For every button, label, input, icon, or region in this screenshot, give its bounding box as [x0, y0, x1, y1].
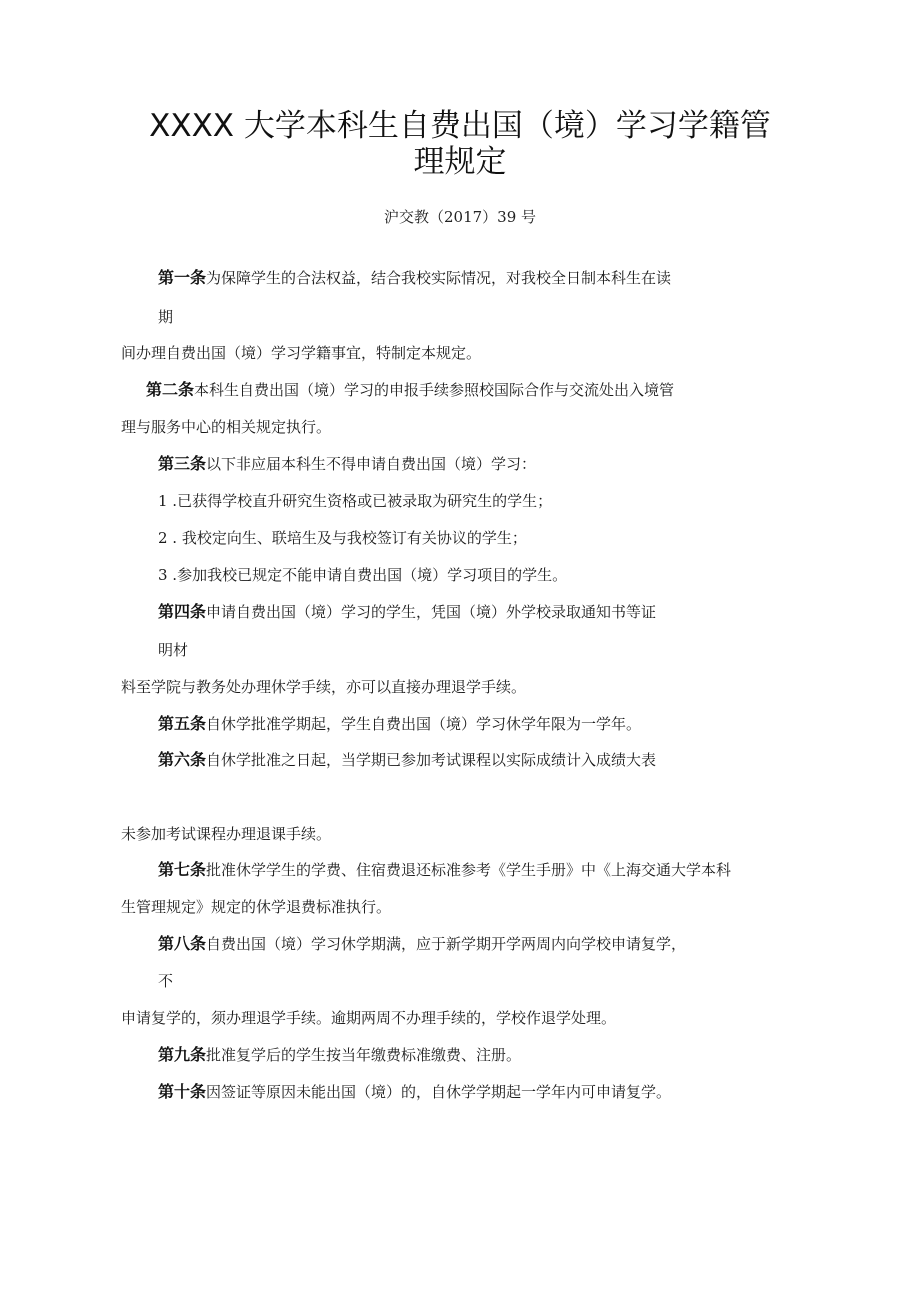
article-7-continuation: 生管理规定》规定的休学退费标准执行。: [121, 898, 392, 916]
article-10: [158, 1082, 671, 1102]
article-1-continuation: 期: [158, 308, 174, 326]
article-text: 批准复学后的学生按当年缴费标准缴费、注册。: [206, 1046, 522, 1064]
article-label: 第四条: [158, 602, 207, 621]
article-8-continuation: 不: [158, 972, 174, 990]
article-2: [146, 380, 674, 400]
article-6: [158, 750, 656, 770]
article-7: [158, 860, 731, 880]
article-label: 第一条: [158, 268, 207, 287]
article-8: [158, 934, 686, 954]
article-label: 第五条: [158, 714, 207, 733]
list-item-1: 1 .已获得学校直升研究生资格或已被录取为研究生的学生；: [158, 492, 553, 510]
article-5: [158, 714, 641, 734]
article-6-continuation: 未参加考试课程办理退课手续。: [121, 825, 332, 843]
article-8-continuation: 申请复学的，须办理退学手续。逾期两周不办理手续的，学校作退学处理。: [121, 1009, 617, 1027]
list-item-2: 2 . 我校定向生、联培生及与我校签订有关协议的学生；: [158, 529, 527, 547]
article-3: [158, 454, 536, 474]
article-text: 为保障学生的合法权益，结合我校实际情况，对我校全日制本科生在读: [206, 269, 672, 287]
article-label: 第七条: [158, 860, 207, 879]
article-4: [158, 602, 656, 622]
article-text: 批准休学学生的学费、住宿费退还标准参考《学生手册》中《上海交通大学本科: [206, 861, 732, 879]
article-label: 第二条: [146, 380, 195, 399]
article-text: 以下非应届本科生不得申请自费出国（境）学习：: [206, 455, 537, 473]
article-text: 本科生自费出国（境）学习的申报手续参照校国际合作与交流处出入境管: [194, 381, 675, 399]
document-title-line-1: XXXX 大学本科生自费出国（境）学习学籍管: [149, 108, 771, 144]
article-4-continuation: 明材: [158, 641, 189, 659]
article-text: 申请自费出国（境）学习的学生，凭国（境）外学校录取通知书等证: [206, 603, 657, 621]
article-label: 第三条: [158, 454, 207, 473]
article-text: 自休学批准之日起，当学期已参加考试课程以实际成绩计入成绩大表: [206, 751, 657, 769]
article-9: [158, 1045, 521, 1065]
article-2-continuation: 理与服务中心的相关规定执行。: [121, 418, 332, 436]
document-title-line-2: 理规定: [413, 144, 507, 180]
article-label: 第八条: [158, 934, 207, 953]
article-text: 因签证等原因未能出国（境）的，自休学学期起一学年内可申请复学。: [206, 1083, 672, 1101]
document-number: 沪交教（2017）39 号: [383, 208, 537, 226]
article-1: [158, 268, 671, 288]
article-1-continuation: 间办理自费出国（境）学习学籍事宜，特制定本规定。: [121, 344, 482, 362]
list-item-3: 3 .参加我校已规定不能申请自费出国（境）学习项目的学生。: [158, 566, 568, 584]
article-label: 第六条: [158, 750, 207, 769]
article-4-continuation: 料至学院与教务处办理休学手续，亦可以直接办理退学手续。: [121, 678, 527, 696]
article-label: 第十条: [158, 1082, 207, 1101]
article-label: 第九条: [158, 1045, 207, 1064]
article-text: 自休学批准学期起，学生自费出国（境）学习休学年限为一学年。: [206, 715, 642, 733]
article-text: 自费出国（境）学习休学期满，应于新学期开学两周内向学校申请复学，: [206, 935, 687, 953]
